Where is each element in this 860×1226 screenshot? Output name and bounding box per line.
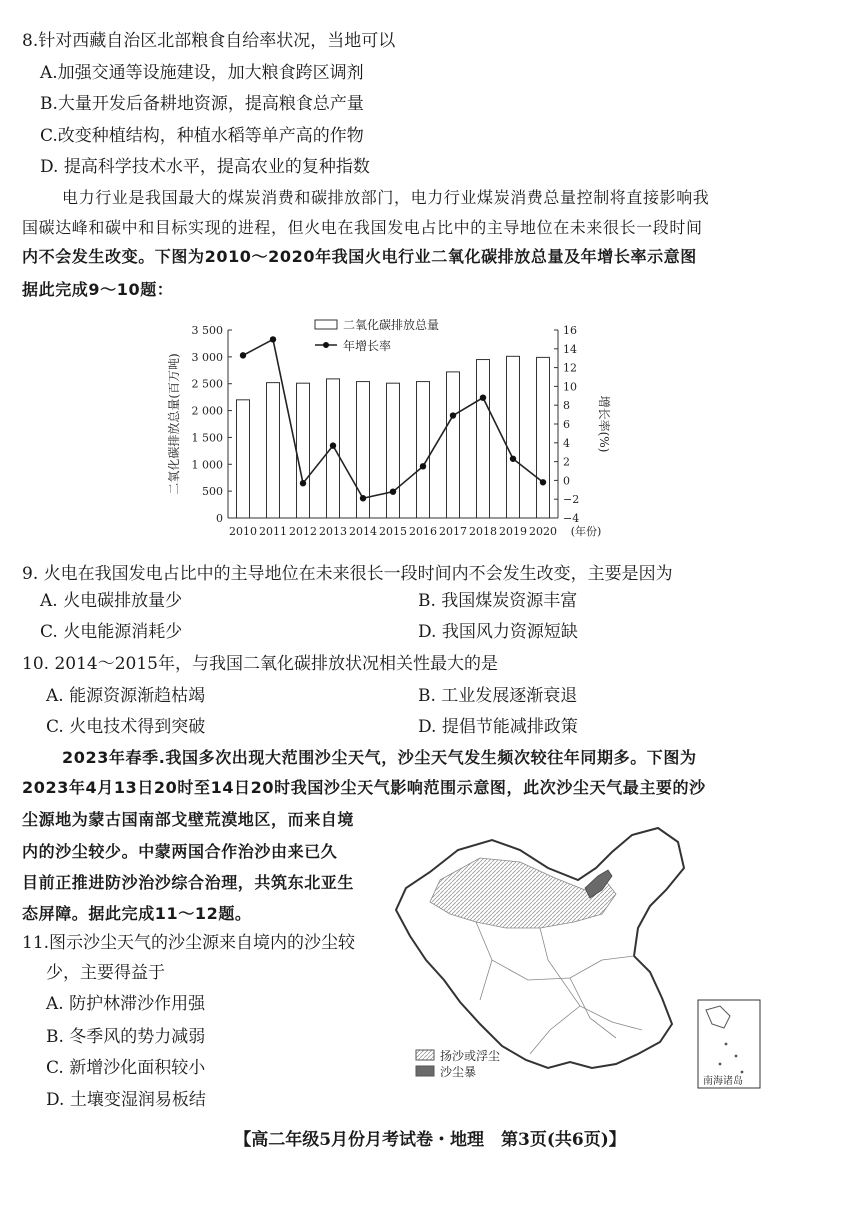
passage2-line: 尘源地为蒙古国南部戈壁荒漠地区，而来自境: [22, 810, 355, 829]
passage1-line: 电力行业是我国最大的煤炭消费和碳排放部门，电力行业煤炭消费总量控制将直接影响我: [62, 188, 710, 207]
q11-option-a: A. 防护林滞沙作用强: [46, 994, 206, 1014]
chart-y2-tick-label: −4: [563, 512, 580, 525]
legend-swatch-dust: [416, 1050, 434, 1060]
chart-y-tick-label: 3 000: [191, 350, 223, 364]
chart-growth-point: [450, 412, 456, 418]
q9-stem: 9. 火电在我国发电占比中的主导地位在未来很长一段时间内不会发生改变，主要是因为: [22, 564, 673, 584]
chart-growth-point: [330, 442, 336, 448]
chart-y-tick-label: 500: [202, 485, 223, 499]
chart-bar: [387, 383, 400, 518]
page-footer: 【高二年级5月份月考试卷・地理 第3页(共6页)】: [234, 1130, 626, 1150]
q10-stem: 10. 2014～2015年，与我国二氧化碳排放状况相关性最大的是: [22, 654, 498, 674]
legend-swatch-bar: [315, 320, 337, 329]
chart-x-tick-label: 2017: [439, 525, 467, 538]
q8-option-b: B.大量开发后备耕地资源，提高粮食总产量: [40, 94, 364, 114]
chart-y2-tick-label: 8: [563, 399, 570, 413]
chart-y-tick-label: 2 000: [191, 404, 223, 418]
chart-y2-tick-label: 4: [563, 436, 570, 450]
inset-island: [741, 1071, 744, 1074]
q11-option-b: B. 冬季风的势力减弱: [46, 1027, 206, 1047]
chart-growth-point: [540, 479, 546, 485]
legend-swatch-point: [323, 342, 329, 348]
q8-option-c: C.改变种植结构，种植水稻等单产高的作物: [40, 126, 364, 146]
chart-y-tick-label: 1 000: [191, 458, 223, 472]
q9-option-d: D. 我国风力资源短缺: [418, 622, 578, 642]
chart-bar: [267, 383, 280, 518]
q9-option-c: C. 火电能源消耗少: [40, 622, 183, 642]
legend-swatch-sandstorm: [416, 1066, 434, 1076]
chart-x-tick-label: 2010: [229, 525, 257, 538]
chart-y-axis-label: 二氧化碳排放总量(百万吨): [167, 353, 181, 495]
chart-y-tick-label: 1 500: [191, 431, 223, 445]
chart-bar: [297, 383, 310, 518]
chart-growth-point: [300, 480, 306, 486]
chart-y2-tick-label: 10: [563, 380, 577, 394]
q11-stem: 11.图示沙尘天气的沙尘源来自境内的沙尘较: [22, 933, 356, 953]
chart-x-tick-label: 2014: [349, 525, 377, 538]
q11-stem-cont: 少，主要得益于: [46, 963, 165, 983]
q9-option-b: B. 我国煤炭资源丰富: [418, 591, 578, 611]
chart-y-tick-label: 0: [216, 512, 223, 525]
passage2-line: 态屏障。据此完成11～12题。: [22, 904, 252, 923]
chart-x-tick-label: 2015: [379, 525, 407, 538]
q11-option-d: D. 土壤变湿润易板结: [46, 1090, 206, 1110]
chart-growth-point: [360, 495, 366, 501]
chart-x-tick-label: 2011: [259, 525, 287, 538]
passage2-line: 目前正推进防沙治沙综合治理，共筑东北亚生: [22, 873, 355, 892]
q9-option-a: A. 火电碳排放量少: [40, 591, 183, 611]
china-dust-map: [380, 810, 765, 1100]
legend-label-sandstorm: 沙尘暴: [440, 1065, 477, 1079]
chart-legend: [315, 317, 439, 353]
legend-label-line: 年增长率: [343, 339, 392, 353]
passage1-line: 据此完成9～10题：: [22, 280, 174, 299]
chart-x-tick-label: 2020: [529, 525, 557, 538]
chart-y2-tick-label: 2: [563, 455, 570, 469]
chart-y2-tick-label: −2: [563, 493, 580, 507]
chart-y2-tick-label: 12: [563, 361, 577, 375]
q8-option-a: A.加强交通等设施建设，加大粮食跨区调剂: [40, 63, 364, 83]
inset-island: [719, 1063, 722, 1066]
passage2-line: 2023年4月13日20时至14日20时我国沙尘天气影响范围示意图，此次沙尘天气最主要的沙: [22, 778, 706, 797]
chart-y2-tick-label: 14: [563, 342, 577, 356]
co2-emission-chart: [160, 310, 620, 545]
passage2-line: 2023年春季.我国多次出现大范围沙尘天气，沙尘天气发生频次较往年同期多。下图为: [62, 748, 697, 767]
inset-island: [735, 1055, 738, 1058]
chart-bar: [447, 372, 460, 518]
chart-x-tick-label: 2013: [319, 525, 347, 538]
chart-bar: [507, 356, 520, 518]
passage1-line: 内不会发生改变。下图为2010～2020年我国火电行业二氧化碳排放总量及年增长率示意图: [22, 247, 697, 266]
passage1-line: 国碳达峰和碳中和目标实现的进程，但火电在我国发电占比中的主导地位在未来很长一段时间: [22, 218, 703, 237]
q10-option-d: D. 提倡节能减排政策: [418, 717, 578, 737]
chart-y-tick-label: 2 500: [191, 377, 223, 391]
chart-x-unit: (年份): [570, 525, 602, 538]
chart-y2-tick-label: 16: [563, 324, 577, 337]
passage2-line: 内的沙尘较少。中蒙两国合作治沙由来已久: [22, 842, 338, 861]
chart-growth-point: [270, 336, 276, 342]
chart-growth-point: [510, 456, 516, 462]
chart-x-tick-label: 2018: [469, 525, 497, 538]
inset-island: [725, 1043, 728, 1046]
chart-growth-point: [480, 394, 486, 400]
chart-y-tick-label: 3 500: [191, 324, 223, 337]
q10-option-b: B. 工业发展逐渐衰退: [418, 686, 578, 706]
chart-y2-tick-label: 6: [563, 418, 570, 431]
legend-label-bar: 二氧化碳排放总量: [343, 318, 440, 332]
chart-y2-tick-label: 0: [563, 474, 570, 488]
chart-x-tick-label: 2012: [289, 525, 317, 538]
china-outline: [396, 828, 684, 1068]
q10-option-c: C. 火电技术得到突破: [46, 717, 206, 737]
q11-option-c: C. 新增沙化面积较小: [46, 1058, 206, 1078]
chart-bar: [477, 360, 490, 518]
chart-x-tick-label: 2016: [409, 525, 437, 538]
legend-label-dust: 扬沙或浮尘: [440, 1049, 501, 1063]
chart-growth-point: [390, 488, 396, 494]
inset-label: 南海诸岛: [703, 1076, 743, 1087]
chart-bar: [537, 357, 550, 518]
q10-option-a: A. 能源资源渐趋枯竭: [46, 686, 206, 706]
chart-bar: [417, 382, 430, 518]
q8-stem: 8.针对西藏自治区北部粮食自给率状况，当地可以: [22, 31, 396, 51]
chart-bar: [237, 400, 250, 518]
chart-growth-point: [240, 352, 246, 358]
chart-y2-axis-label: 增长率(%): [597, 395, 611, 453]
chart-growth-point: [420, 463, 426, 469]
q8-option-d: D. 提高科学技术水平，提高农业的复种指数: [40, 157, 370, 177]
chart-x-tick-label: 2019: [499, 525, 527, 538]
